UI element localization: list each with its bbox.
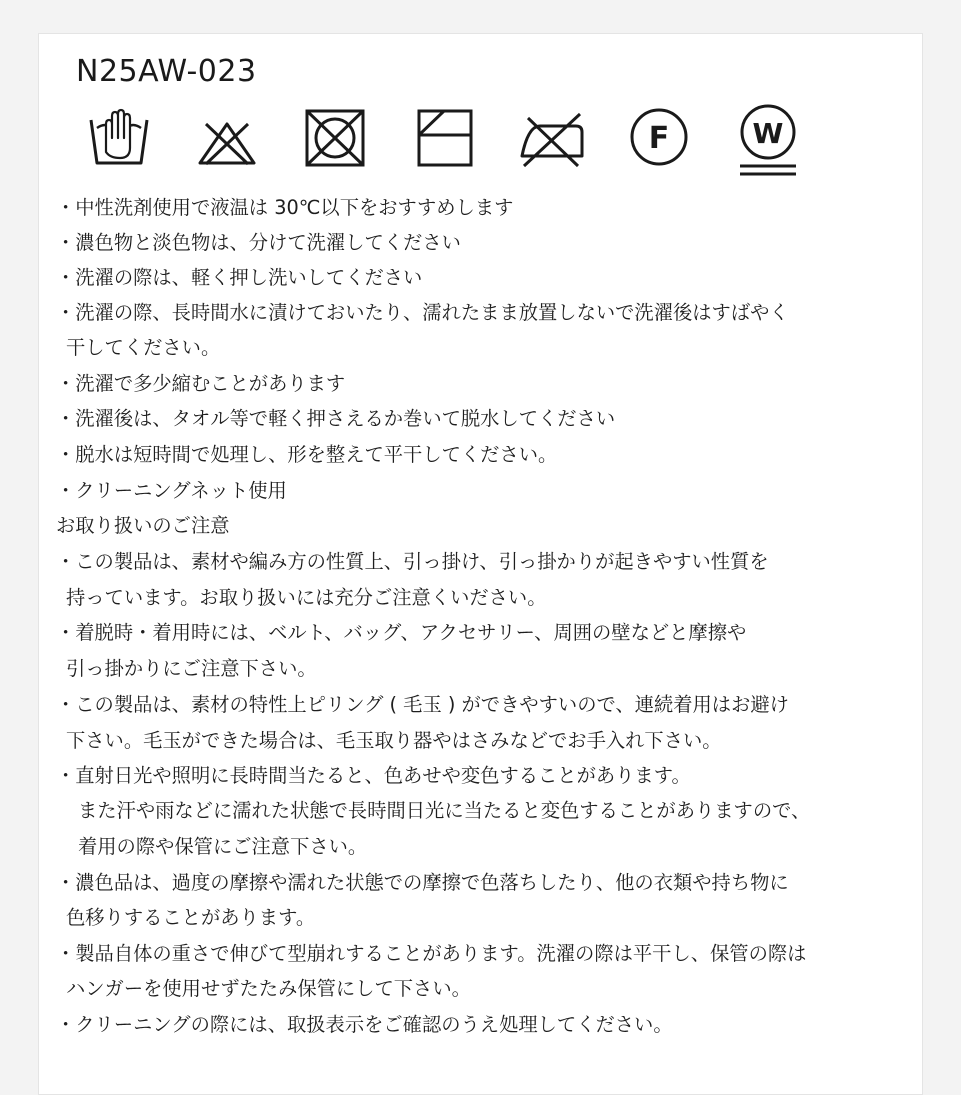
washing-line: ・濃色物と淡色物は、分けて洗濯してください <box>56 231 461 254</box>
caution-line: ・製品自体の重さで伸びて型崩れすることがあります。洗濯の際は平干し、保管の際は <box>56 942 807 965</box>
dry-clean-f-icon <box>628 106 690 168</box>
caution-line: また汗や雨などに濡れた状態で長時間日光に当たると変色することがありますので、 <box>78 799 811 822</box>
product-code: N25AW-023 <box>76 54 257 89</box>
caution-line: ・クリーニングの際には、取扱表示をご確認のうえ処理してください。 <box>56 1013 673 1036</box>
caution-line: ・直射日光や照明に長時間当たると、色あせや変色することがあります。 <box>56 764 691 787</box>
washing-line: ・脱水は短時間で処理し、形を整えて平干してください。 <box>56 443 558 466</box>
caution-line: ・この製品は、素材の特性上ピリング ( 毛玉 ) ができやすいので、連続着用はお避け <box>56 693 789 716</box>
washing-line: ・洗濯の際は、軽く押し洗いしてください <box>56 266 423 289</box>
caution-line: 下さい。毛玉ができた場合は、毛玉取り器やはさみなどでお手入れ下さい。 <box>66 729 722 752</box>
caution-line: ・濃色品は、過度の摩擦や濡れた状態での摩擦で色落ちしたり、他の衣類や持ち物に <box>56 871 789 894</box>
washing-line: ・洗濯後は、タオル等で軽く押さえるか巻いて脱水してください <box>56 407 616 430</box>
washing-line: ・中性洗剤使用で液温は 30℃以下をおすすめします <box>56 196 514 219</box>
caution-line: ・着脱時・着用時には、ベルト、バッグ、アクセサリー、周囲の壁などと摩擦や <box>56 621 747 644</box>
washing-line: ・洗濯で多少縮むことがあります <box>56 372 346 395</box>
caution-line: 着用の際や保管にご注意下さい。 <box>78 835 368 858</box>
washing-line: 干してください。 <box>66 336 221 359</box>
caution-line: 色移りすることがあります。 <box>66 906 316 929</box>
wet-clean-letter: W <box>752 117 784 150</box>
caution-line: ハンガーを使用せずたたみ保管にして下さい。 <box>66 977 471 1000</box>
caution-heading: お取り扱いのご注意 <box>56 514 230 537</box>
caution-line: 引っ掛かりにご注意下さい。 <box>66 657 317 680</box>
no-tumble-dry-icon <box>304 108 366 168</box>
dry-clean-letter: F <box>648 121 670 156</box>
caution-line: ・この製品は、素材や編み方の性質上、引っ掛け、引っ掛かりが起きやすい性質を <box>56 550 769 573</box>
no-bleach-icon <box>196 120 258 166</box>
washing-line: ・洗濯の際、長時間水に漬けておいたり、濡れたまま放置しないで洗濯後はすばやく <box>56 301 789 324</box>
hand-wash-30-icon <box>88 108 150 168</box>
shade-dry-flat-icon <box>416 108 474 168</box>
no-iron-icon <box>518 110 586 168</box>
washing-line: ・クリーニングネット使用 <box>56 479 287 502</box>
caution-line: 持っています。お取り扱いには充分ご注意くいださい。 <box>66 586 547 609</box>
wet-clean-w-icon <box>736 102 800 178</box>
